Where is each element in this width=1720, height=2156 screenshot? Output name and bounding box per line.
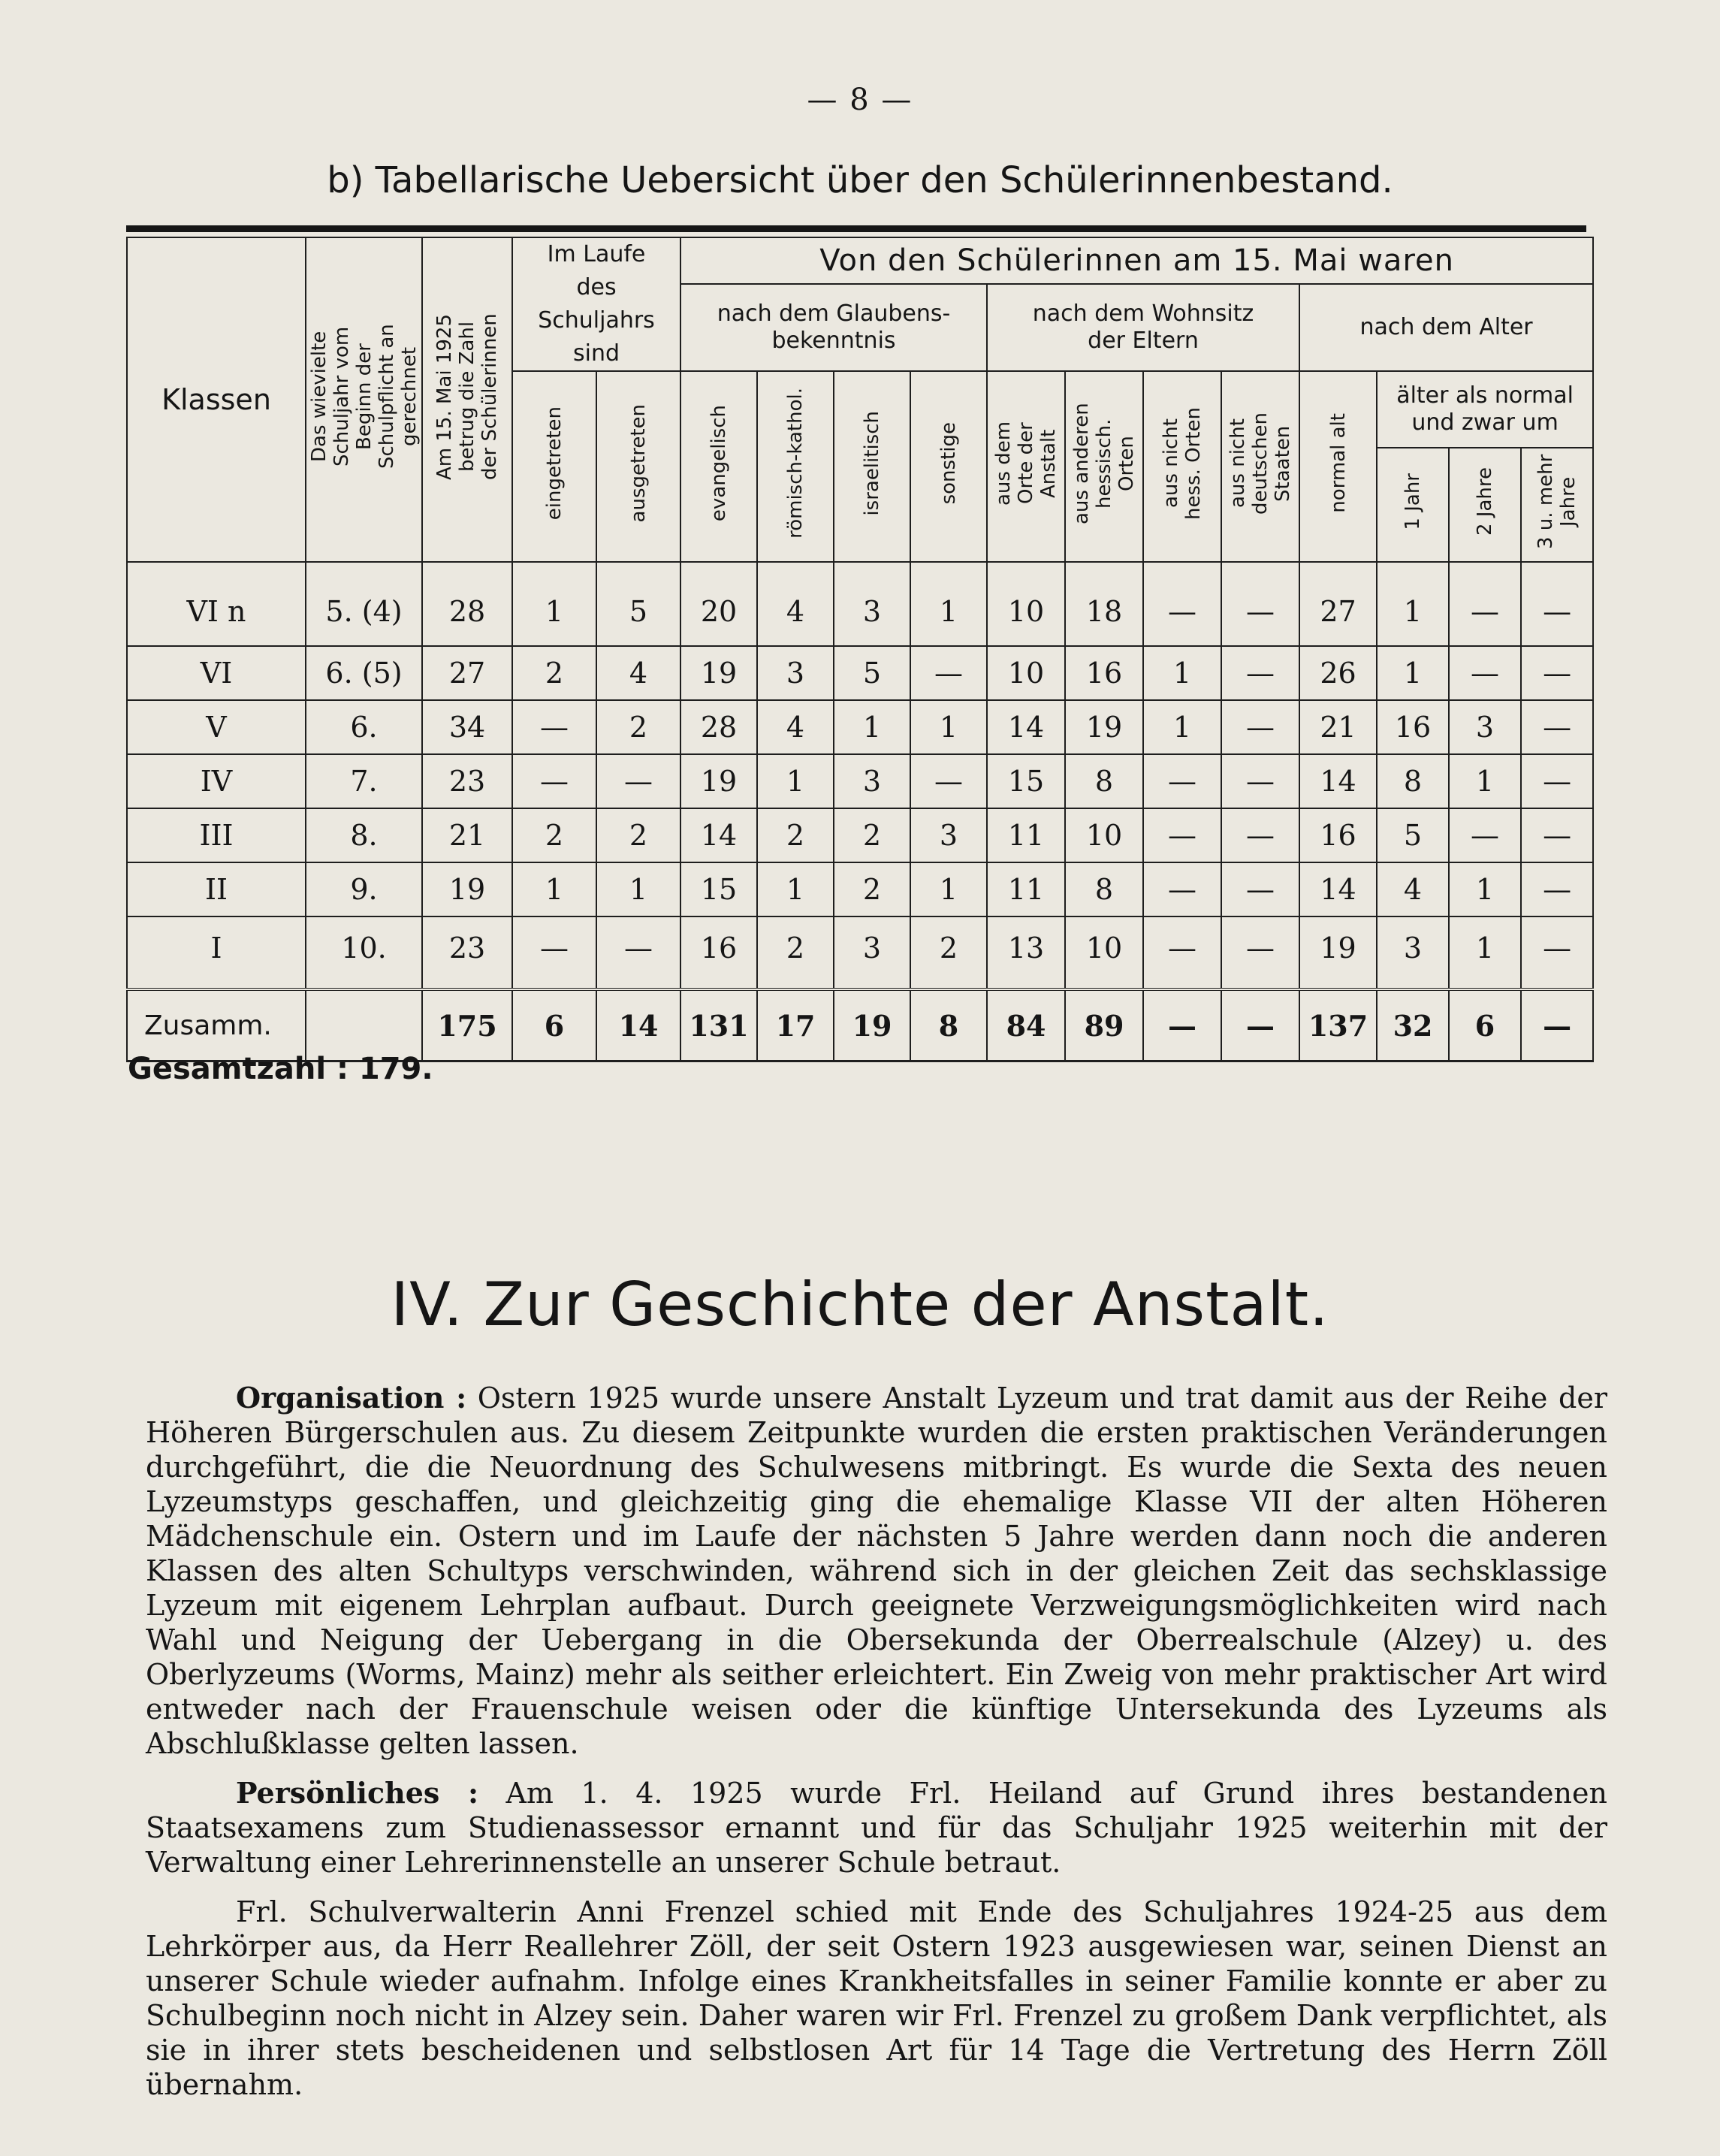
- table-cell: —: [512, 754, 596, 808]
- table-cell: 19: [1065, 700, 1143, 754]
- j1-text: 1 Jahr: [1402, 473, 1425, 530]
- text-organisation: Ostern 1925 wurde unsere Anstalt Lyzeum und trat damit aus der Reihe der Höheren Bürgerschulen aus. Zu diesem Zeitpunkte wurden die ersten praktischen Veränderungen durchgeführt, die die Neuordnung des Schulwesens mitbringt. Es wurde die Sexta des neuen Lyzeumstyps geschaffen, und gleichzeitig ging die ehemalige Klasse VII der alten Höheren Mädchenschule ein. Ostern und im Laufe der nächsten 5 Jahre werden dann noch die anderen Klassen des alten Schultyps verschwinden, während sich in der gleichen Zeit das sechsklassige Lyzeum mit eigenem Lehrplan aufbaut. Durch geeignete Verzweigungsmöglichkeiten wird nach Wahl und Neigung der Uebergang in die Obersekunda der Oberrealschule (Alzey) u. des Oberlyzeums (Worms, Mainz) mehr als seither erleichtert. Ein Zweig von mehr praktischer Art wird entweder nach der Frauenschule weisen oder die künftige Untersekunda des Lyzeums als Abschlußklasse gelten lassen.: [146, 1381, 1607, 1760]
- table-cell: 6.: [306, 700, 422, 754]
- table-cell: 8: [1065, 754, 1143, 808]
- table-cell: —: [1143, 862, 1221, 916]
- sum-row: [127, 989, 1593, 1061]
- j2-text: 2 Jahre: [1474, 467, 1497, 536]
- table-cell: 19: [680, 754, 757, 808]
- header-schuljahr-text: Das wievielte Schuljahr vom Beginn der Schulpflicht an gerechnet: [307, 324, 421, 469]
- table-cell: —: [1143, 916, 1221, 989]
- table-cell: 8.: [306, 808, 422, 862]
- sonstige-text: sonstige: [937, 421, 961, 505]
- table-cell: 3: [1377, 916, 1449, 989]
- glauben-line2: bekenntnis: [771, 327, 896, 354]
- table-cell: 2: [596, 700, 680, 754]
- header-eingetreten: [512, 371, 596, 562]
- laufe-line4: sind: [572, 340, 620, 367]
- table-cell: —: [1521, 862, 1593, 916]
- table-row: [127, 862, 1593, 916]
- table-cell: 2: [512, 808, 596, 862]
- sum-cell: 19: [834, 989, 910, 1061]
- sum-cell: 8: [910, 989, 987, 1061]
- header-nicht-hess: [1143, 371, 1221, 562]
- israelitisch-text: israelitisch: [861, 410, 884, 516]
- table-cell: —: [1221, 700, 1299, 754]
- table-cell: 1: [1143, 646, 1221, 700]
- evangelisch-text: evangelisch: [708, 404, 731, 522]
- klasse-cell: I: [127, 916, 306, 989]
- header-klassen: Klassen: [127, 237, 306, 562]
- klasse-cell: III: [127, 808, 306, 862]
- table-cell: 16: [680, 916, 757, 989]
- sum-cell: 89: [1065, 989, 1143, 1061]
- sum-cell: —: [1143, 989, 1221, 1061]
- table-cell: —: [1521, 808, 1593, 862]
- table-cell: 3: [757, 646, 834, 700]
- table-cell: —: [1221, 916, 1299, 989]
- header-von-den: Von den Schülerinnen am 15. Mai waren: [680, 237, 1593, 284]
- header-glauben: [680, 284, 987, 371]
- table-cell: 14: [987, 700, 1065, 754]
- table-cell: 1: [1449, 916, 1521, 989]
- table-cell: —: [1221, 646, 1299, 700]
- sum-cell: 6: [512, 989, 596, 1061]
- sum-cell: —: [1221, 989, 1299, 1061]
- table-cell: —: [1221, 562, 1299, 646]
- table-cell: 10: [987, 562, 1065, 646]
- table-cell: 19: [1299, 916, 1377, 989]
- table-cell: 5: [596, 562, 680, 646]
- header-2-jahre: [1449, 448, 1521, 562]
- table-cell: 14: [1299, 754, 1377, 808]
- table-cell: 1: [596, 862, 680, 916]
- table-cell: 11: [987, 862, 1065, 916]
- ausgetreten-text: ausgetreten: [627, 403, 650, 523]
- wohnsitz-line2: der Eltern: [1088, 327, 1199, 354]
- table-cell: 2: [910, 916, 987, 989]
- table-cell: 1: [910, 562, 987, 646]
- table-cell: —: [1143, 808, 1221, 862]
- sum-cell: 6: [1449, 989, 1521, 1061]
- table-cell: —: [910, 646, 987, 700]
- header-1-jahr: [1377, 448, 1449, 562]
- nicht-hess-text: aus nicht hess. Orten: [1160, 406, 1206, 520]
- table-cell: 20: [680, 562, 757, 646]
- table-cell: 26: [1299, 646, 1377, 700]
- table-row: [127, 808, 1593, 862]
- table-cell: 11: [987, 808, 1065, 862]
- label-organisation: Organisation :: [236, 1381, 467, 1415]
- table-cell: 10: [1065, 916, 1143, 989]
- table-cell: 14: [680, 808, 757, 862]
- laufe-line1: Im Laufe: [547, 241, 646, 267]
- table-cell: 15: [987, 754, 1065, 808]
- sum-label: Zusamm.: [127, 989, 306, 1061]
- table-cell: 16: [1065, 646, 1143, 700]
- sum-cell: 17: [757, 989, 834, 1061]
- wohnsitz-line1: nach dem Wohnsitz: [1032, 300, 1254, 327]
- header-nicht-deutsch: [1221, 371, 1299, 562]
- table-cell: 1: [910, 700, 987, 754]
- table-cell: 3: [834, 754, 910, 808]
- table-cell: 16: [1377, 700, 1449, 754]
- table-cell: 15: [680, 862, 757, 916]
- gesamtzahl: Gesamtzahl : 179.: [128, 1052, 433, 1086]
- table-cell: —: [1521, 754, 1593, 808]
- header-alter: nach dem Alter: [1299, 284, 1593, 371]
- table-cell: 6. (5): [306, 646, 422, 700]
- table-cell: 3: [1449, 700, 1521, 754]
- table-cell: 8: [1377, 754, 1449, 808]
- student-statistics-table: [126, 225, 1586, 1062]
- table-cell: 1: [1377, 646, 1449, 700]
- table-cell: —: [596, 754, 680, 808]
- table-cell: 10.: [306, 916, 422, 989]
- table-row: [127, 700, 1593, 754]
- table-cell: 4: [1377, 862, 1449, 916]
- header-ort: [987, 371, 1065, 562]
- header-laufe: [512, 237, 680, 371]
- table-cell: 1: [512, 862, 596, 916]
- table-row: [127, 646, 1593, 700]
- normal-text: normal alt: [1326, 413, 1350, 513]
- table-cell: —: [1221, 862, 1299, 916]
- history-text: [146, 1381, 1607, 2117]
- stats-table: [126, 237, 1594, 1062]
- table-cell: —: [1143, 562, 1221, 646]
- table-cell: 21: [422, 808, 512, 862]
- header-zahl: [422, 237, 512, 562]
- table-cell: 5: [834, 646, 910, 700]
- page-number: — 8 —: [807, 83, 913, 117]
- sum-cell: 175: [422, 989, 512, 1061]
- table-cell: —: [910, 754, 987, 808]
- table-cell: 34: [422, 700, 512, 754]
- table-cell: —: [1143, 754, 1221, 808]
- laufe-line2: des: [576, 274, 617, 300]
- table-cell: —: [596, 916, 680, 989]
- header-normal: [1299, 371, 1377, 562]
- table-cell: 5: [1377, 808, 1449, 862]
- table-cell: 10: [987, 646, 1065, 700]
- table-row: [127, 562, 1593, 646]
- text-persoenliches: Am 1. 4. 1925 wurde Frl. Heiland auf Grund ihres bestandenen Staatsexamens zum Studienassessor ernannt und für das Schuljahr 1925 weiterhin mit der Verwaltung einer Lehrerinnenstelle an unserer Schule betraut.: [146, 1777, 1607, 1879]
- table-cell: 2: [834, 862, 910, 916]
- table-cell: 28: [680, 700, 757, 754]
- table-cell: 2: [834, 808, 910, 862]
- table-cell: —: [1449, 808, 1521, 862]
- table-row: [127, 916, 1593, 989]
- table-cell: —: [1449, 646, 1521, 700]
- table-body: [127, 562, 1593, 1061]
- table-cell: 21: [1299, 700, 1377, 754]
- table-row: [127, 754, 1593, 808]
- sum-cell: 14: [596, 989, 680, 1061]
- table-cell: 2: [757, 808, 834, 862]
- sum-cell: 84: [987, 989, 1065, 1061]
- table-cell: 3: [834, 562, 910, 646]
- klasse-cell: II: [127, 862, 306, 916]
- laufe-line3: Schuljahrs: [538, 307, 655, 334]
- table-cell: 2: [757, 916, 834, 989]
- table-cell: 3: [834, 916, 910, 989]
- table-cell: 1: [1377, 562, 1449, 646]
- j3-text: 3 u. mehr Jahre: [1534, 454, 1580, 549]
- klasse-cell: IV: [127, 754, 306, 808]
- header-zahl-text: Am 15. Mai 1925 betrug die Zahl der Schülerinnen: [433, 313, 501, 480]
- table-cell: 16: [1299, 808, 1377, 862]
- katholisch-text: römisch-kathol.: [784, 388, 807, 539]
- table-cell: 23: [422, 754, 512, 808]
- sum-cell: 32: [1377, 989, 1449, 1061]
- paragraph-organisation: [146, 1381, 1607, 1761]
- table-cell: 23: [422, 916, 512, 989]
- table-cell: —: [1521, 646, 1593, 700]
- header-israelitisch: [834, 371, 910, 562]
- header-evangelisch: [680, 371, 757, 562]
- table-cell: 7.: [306, 754, 422, 808]
- header-schuljahr: [306, 237, 422, 562]
- table-cell: —: [1521, 562, 1593, 646]
- table-cell: 19: [680, 646, 757, 700]
- klasse-cell: V: [127, 700, 306, 754]
- table-cell: 1: [757, 754, 834, 808]
- glauben-line1: nach dem Glaubens-: [717, 300, 951, 327]
- paragraph-frenzel: [146, 1895, 1607, 2102]
- sum-cell: —: [1521, 989, 1593, 1061]
- header-sonstige: [910, 371, 987, 562]
- table-cell: —: [512, 916, 596, 989]
- sum-cell: 131: [680, 989, 757, 1061]
- table-cell: —: [1521, 916, 1593, 989]
- hessisch-text: aus anderen hessisch. Orten: [1070, 402, 1139, 524]
- header-katholisch: [757, 371, 834, 562]
- nicht-deutsch-text: aus nicht deutschen Staaten: [1227, 412, 1295, 515]
- aelter-line1: älter als normal: [1396, 382, 1574, 409]
- table-cell: 1: [1143, 700, 1221, 754]
- header-hessisch: [1065, 371, 1143, 562]
- table-cell: 2: [512, 646, 596, 700]
- table-cell: —: [1221, 754, 1299, 808]
- paragraph-persoenliches: [146, 1776, 1607, 1880]
- table-cell: 4: [757, 700, 834, 754]
- sum-cell: [306, 989, 422, 1061]
- table-cell: 10: [1065, 808, 1143, 862]
- table-cell: 2: [596, 808, 680, 862]
- section-iv-title: IV. Zur Geschichte der Anstalt.: [391, 1270, 1329, 1339]
- table-cell: 4: [757, 562, 834, 646]
- table-cell: 13: [987, 916, 1065, 989]
- table-cell: —: [512, 700, 596, 754]
- header-aelter: [1377, 371, 1593, 448]
- text-frenzel: Frl. Schulverwalterin Anni Frenzel schied mit Ende des Schuljahres 1924-25 aus dem Lehrkörper aus, da Herr Reallehrer Zöll, der seit Ostern 1923 ausgewiesen war, seinen Dienst an unserer Schule wieder aufnahm. Infolge eines Krankheitsfalles in seiner Familie konnte er aber zu Schulbeginn noch nicht in Alzey sein. Daher waren wir Frl. Frenzel zu großem Dank verpflichtet, als sie in ihrer stets bescheidenen und selbstlosen Art für 14 Tage die Vertretung des Herrn Zöll übernahm.: [146, 1895, 1607, 2101]
- table-cell: 1: [512, 562, 596, 646]
- table-cell: 19: [422, 862, 512, 916]
- table-cell: 28: [422, 562, 512, 646]
- header-ausgetreten: [596, 371, 680, 562]
- table-cell: 27: [1299, 562, 1377, 646]
- table-cell: 4: [596, 646, 680, 700]
- top-rule: [126, 225, 1586, 232]
- klasse-cell: VI n: [127, 562, 306, 646]
- table-cell: 27: [422, 646, 512, 700]
- header-wohnsitz: [987, 284, 1299, 371]
- table-cell: 1: [834, 700, 910, 754]
- table-cell: —: [1449, 562, 1521, 646]
- table-cell: 3: [910, 808, 987, 862]
- table-cell: 8: [1065, 862, 1143, 916]
- table-cell: 1: [757, 862, 834, 916]
- ort-text: aus dem Orte der Anstalt: [992, 421, 1061, 506]
- table-cell: 5. (4): [306, 562, 422, 646]
- sum-cell: 137: [1299, 989, 1377, 1061]
- table-cell: 1: [910, 862, 987, 916]
- section-b-title: b) Tabellarische Uebersicht über den Schülerinnenbestand.: [327, 159, 1393, 201]
- label-persoenliches: Persönliches :: [236, 1776, 478, 1810]
- header-3-jahre: [1521, 448, 1593, 562]
- table-cell: —: [1521, 700, 1593, 754]
- eingetreten-text: eingetreten: [543, 406, 566, 521]
- table-cell: 9.: [306, 862, 422, 916]
- table-cell: 1: [1449, 754, 1521, 808]
- table-cell: 14: [1299, 862, 1377, 916]
- table-cell: —: [1221, 808, 1299, 862]
- aelter-line2: und zwar um: [1411, 409, 1559, 436]
- table-cell: 1: [1449, 862, 1521, 916]
- table-cell: 18: [1065, 562, 1143, 646]
- klasse-cell: VI: [127, 646, 306, 700]
